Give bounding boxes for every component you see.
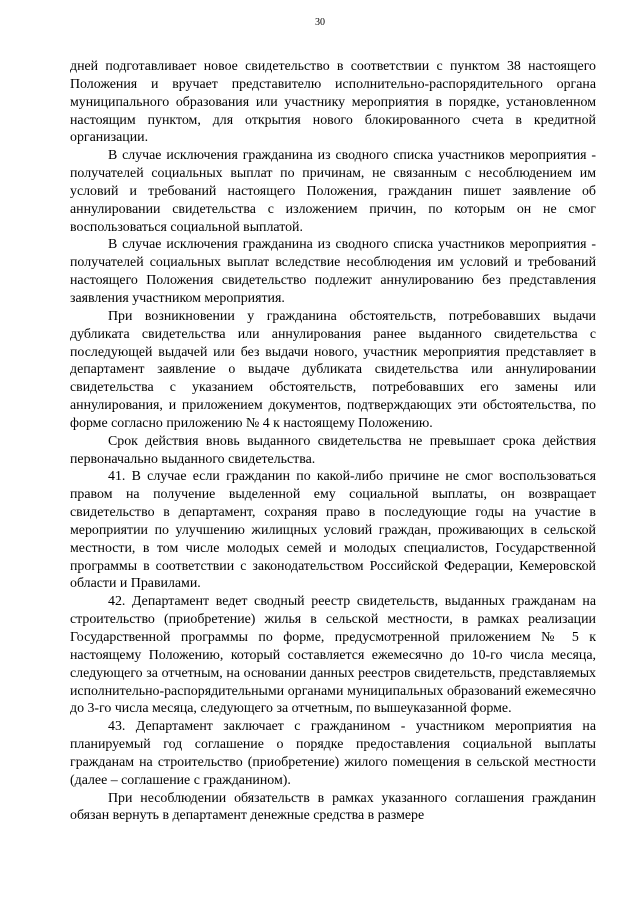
page-number: 30 (315, 17, 325, 28)
paragraph-exclusion-other-reasons: В случае исключения гражданина из сводного списка участников мероприятия - получателей социальных выплат по причинам, не связанным с несоблюдением им условий и требований настоящего Положения, гражданин пишет заявление об аннулировании свидетельства с изложением причин, по которым он не смог воспользоваться социальной выплатой. (70, 148, 596, 235)
document-body (70, 58, 596, 825)
paragraph-obligations: При несоблюдении обязательств в рамках указанного соглашения гражданин обязан вернуть в департамент денежные средства в размере (70, 790, 596, 824)
paragraph-clause-42: 42. Департамент ведет сводный реестр свидетельств, выданных гражданам на строительство (приобретение) жилья в сельской местности, в рамках реализации Государственной программы по форме, предусмотренной приложением № 5 к настоящему Положению, который составляется ежемесячно до 10-го числа месяца, следующего за отчетным, на основании данных реестров свидетельств, представляемых исполнительно-распорядительными органами муниципальных образований ежемесячно до 3-го числа месяца, следующего за отчетным, по вышеуказанной форме. (70, 594, 596, 717)
paragraph-clause-43: 43. Департамент заключает с гражданином - участником мероприятия на планируемый год соглашение о порядке предоставления социальной выплаты гражданам на строительство (приобретение) жилого помещения в сельской местности (далее – соглашение с гражданином). (70, 719, 596, 788)
paragraph-duplicate-certificate: При возникновении у гражданина обстоятельств, потребовавших выдачи дубликата свидетельства или аннулирования ранее выданного свидетельства с последующей выдачей или без выдачи нового, участник мероприятия представляет в департамент заявление о выдаче дубликата свидетельства или аннулировании свидетельства с указанием обстоятельств, потребовавших его замены или аннулирования, и приложением документов, подтверждающих эти обстоятельства, по форме согласно приложению № 4 к настоящему Положению. (70, 308, 596, 431)
paragraph-exclusion-noncompliance: В случае исключения гражданина из сводного списка участников мероприятия - получателей социальных выплат вследствие несоблюдения им условий и требований настоящего Положения свидетельство подлежит аннулированию без представления заявления участником мероприятия. (70, 237, 596, 306)
paragraph-clause-41: 41. В случае если гражданин по какой-либо причине не смог воспользоваться правом на получение выделенной ему социальной выплаты, он возвращает свидетельство в департамент, сохраняя право в последующие годы на участие в мероприятии по улучшению жилищных условий граждан, проживающих в сельской местности, в том числе молодых семей и молодых специалистов, Государственной программы в соответствии с законодательством Российской Федерации, Кемеровской области и Правилами. (70, 469, 596, 592)
paragraph-validity-period: Срок действия вновь выданного свидетельства не превышает срока действия первоначально выданного свидетельства. (70, 433, 596, 467)
paragraph-continuation: дней подготавливает новое свидетельство в соответствии с пунктом 38 настоящего Положения и вручает представителю исполнительно-распорядительного органа муниципального образования или участнику мероприятия в порядке, установленном настоящим пунктом, для открытия нового блокированного счета в кредитной организации. (70, 59, 596, 146)
